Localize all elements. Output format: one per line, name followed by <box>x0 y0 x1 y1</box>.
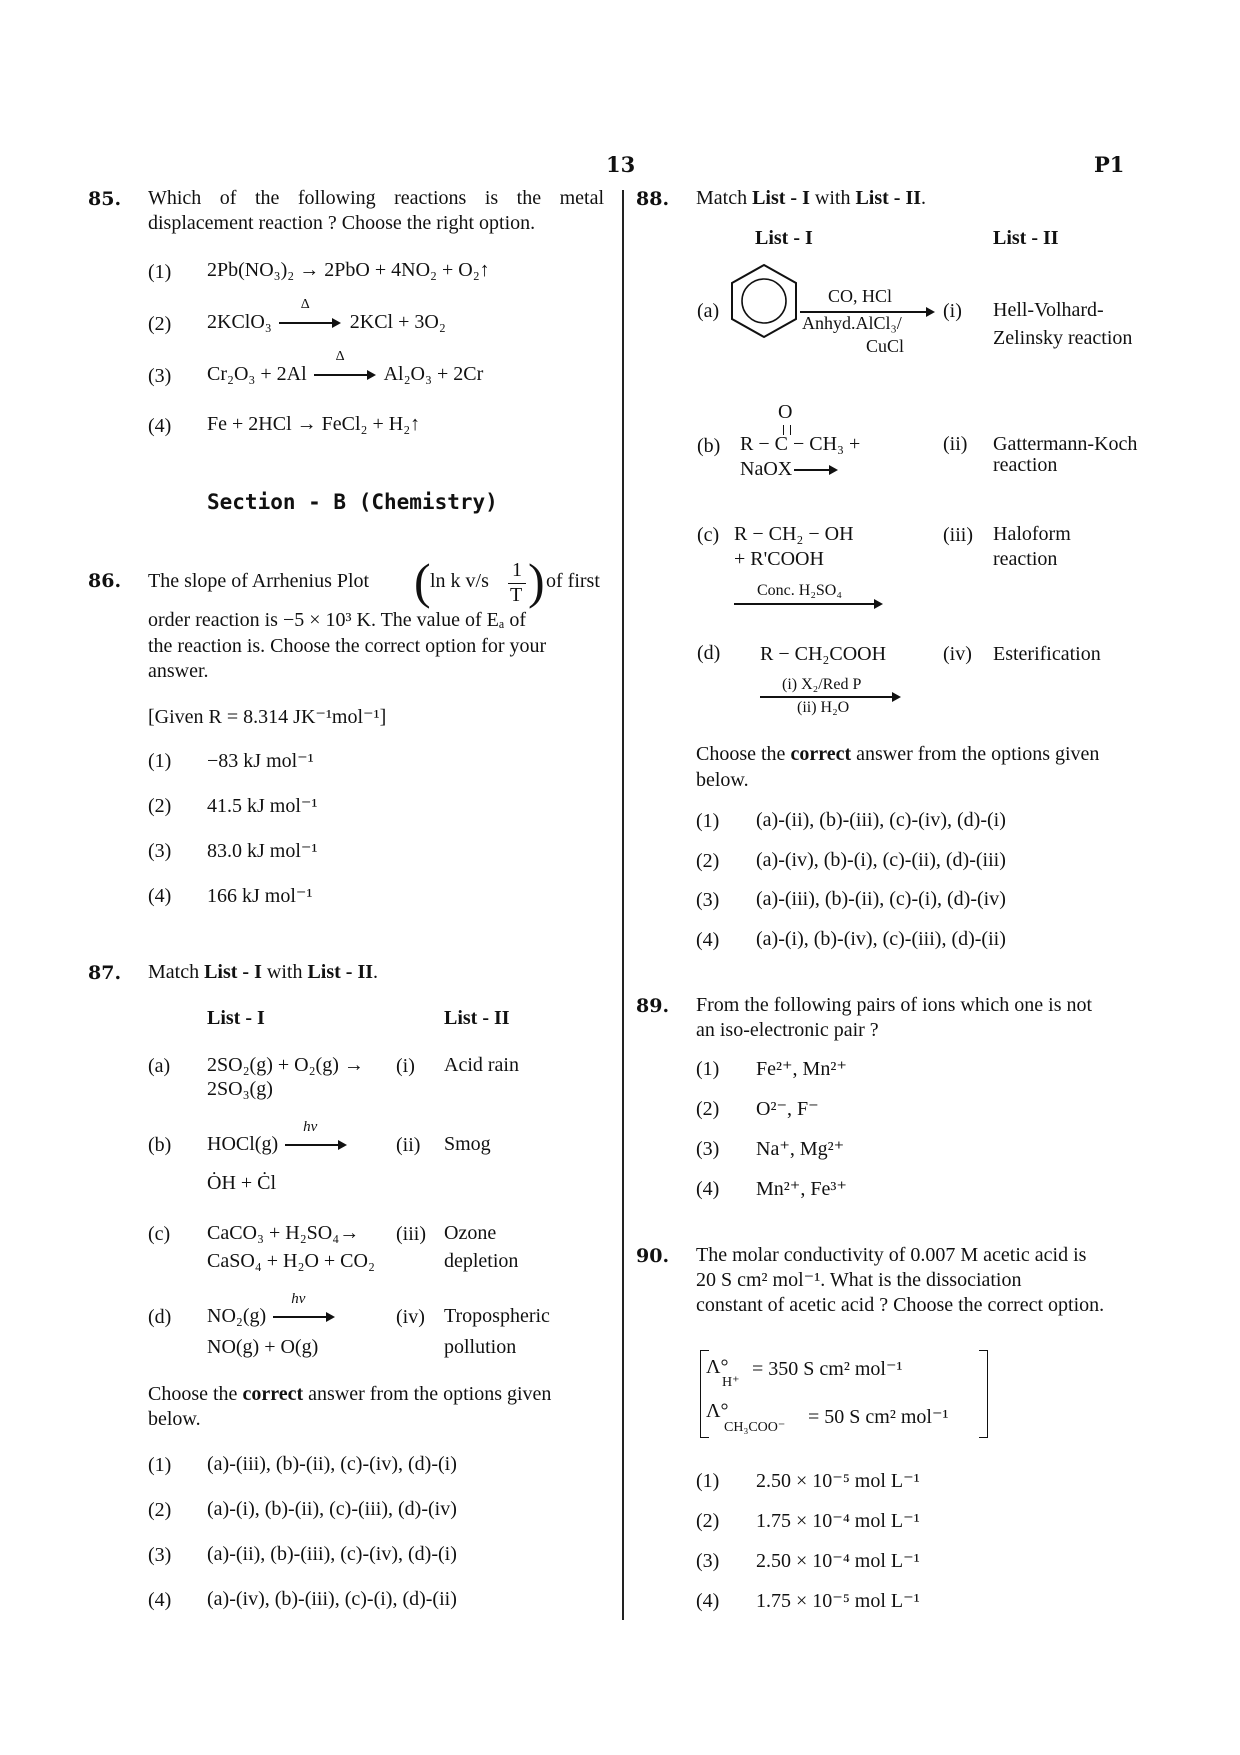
delta-label: Δ <box>300 297 310 312</box>
row-right-value: Smog <box>444 1133 491 1155</box>
text-part: . <box>373 961 379 983</box>
instruction-text <box>696 742 1156 767</box>
row-right-value: Tropospheric <box>444 1305 550 1327</box>
option-label: (3) <box>148 1544 172 1566</box>
row-left-2: ȮH + Ċl <box>207 1172 277 1194</box>
reaction-condition-bottom: Anhyd.AlCl₃/ <box>802 313 902 333</box>
row-right-value: Hell-Volhard- <box>993 299 1104 321</box>
option-value: (a)-(iv), (b)-(iii), (c)-(i), (d)-(ii) <box>207 1588 457 1610</box>
list-ref: List - II <box>307 961 374 983</box>
reaction-condition-top: (i) X₂/Red P <box>782 676 862 693</box>
row-key: (d) <box>148 1306 172 1328</box>
option-label: (3) <box>148 840 172 862</box>
given-data: [Given R = 8.314 JK⁻¹mol⁻¹] <box>148 706 387 728</box>
section-title: Section - B (Chemistry) <box>207 490 498 514</box>
option-label: (4) <box>696 1590 720 1612</box>
delta-label: Δ <box>335 349 345 364</box>
row-right-value-2: pollution <box>444 1336 517 1358</box>
question-number: 88. <box>636 188 670 210</box>
row-right-value-2: Zelinsky reaction <box>993 327 1133 349</box>
carbonyl-oxygen: O <box>778 401 793 423</box>
question-number: 85. <box>88 188 122 210</box>
option-value: Mn²⁺, Fe³⁺ <box>756 1178 847 1200</box>
option-value: 83.0 kJ mol⁻¹ <box>207 840 318 862</box>
given-symbol: Λ° <box>706 1400 729 1422</box>
list-header: List - II <box>444 1007 510 1029</box>
option-label: (4) <box>696 929 720 951</box>
option-value: (a)-(iii), (b)-(ii), (c)-(iv), (d)-(i) <box>207 1453 457 1475</box>
option-label: (4) <box>148 1589 172 1611</box>
question-text: From the following pairs of ions which one is not <box>696 994 1093 1016</box>
reagent: NaOX <box>740 458 793 480</box>
row-right-key: (iv) <box>943 643 972 665</box>
option-value: 1.75 × 10⁻⁴ mol L⁻¹ <box>756 1510 920 1532</box>
reactant: Cr₂O₃ + 2Al <box>207 363 307 385</box>
option-value: 2.50 × 10⁻⁵ mol L⁻¹ <box>756 1470 920 1492</box>
option-label: (2) <box>696 850 720 872</box>
emphasis: correct <box>790 743 852 765</box>
option-value: 1.75 × 10⁻⁵ mol L⁻¹ <box>756 1590 920 1612</box>
row-left-1: R − CH₂COOH <box>760 643 887 665</box>
reaction-arrow <box>794 469 836 471</box>
option-value: Fe²⁺, Mn²⁺ <box>756 1058 847 1080</box>
question-number: 86. <box>88 570 122 592</box>
given-value: = 350 S cm² mol⁻¹ <box>752 1358 903 1380</box>
row-right-value: Ozone <box>444 1222 497 1244</box>
option-label: (1) <box>696 1058 720 1080</box>
row-left-1: R − C − CH₃ + <box>740 433 861 455</box>
question-text <box>696 186 926 211</box>
text-part: Choose the <box>148 1383 238 1405</box>
question-text: the reaction is. Choose the correct option for your <box>148 635 547 657</box>
row-left-2: + R'COOH <box>734 548 824 570</box>
row-right-value-2: reaction <box>993 454 1058 476</box>
option-label: (3) <box>696 1550 720 1572</box>
question-text: The molar conductivity of 0.007 M acetic acid is <box>696 1244 1087 1266</box>
hv-label: hν <box>303 1119 318 1135</box>
question-text: order reaction is −5 × 10³ K. The value of Eₐ of <box>148 609 526 631</box>
option-label: (1) <box>148 750 172 772</box>
option-label: (2) <box>148 1499 172 1521</box>
option-label: (4) <box>696 1178 720 1200</box>
row-key: (d) <box>697 642 721 664</box>
row-left-1: R − CH₂ − OH <box>734 523 854 545</box>
reactant: HOCl(g) <box>207 1133 279 1155</box>
paren-close: ) <box>528 553 545 609</box>
row-right-key: (i) <box>396 1055 415 1077</box>
option-label: (1) <box>148 1454 172 1476</box>
option-label: (3) <box>148 365 172 387</box>
row-right-value: Acid rain <box>444 1054 519 1076</box>
paper-code: P1 <box>1094 152 1125 177</box>
arrow-head-icon <box>892 692 901 702</box>
paren-open: ( <box>414 553 431 609</box>
option-value: Na⁺, Mg²⁺ <box>756 1138 845 1160</box>
reaction-arrow <box>273 1316 333 1318</box>
text-part: answer from the options given <box>308 1383 552 1405</box>
row-right-value: Esterification <box>993 643 1101 665</box>
option-label: (2) <box>696 1510 720 1532</box>
option-value: −83 kJ mol⁻¹ <box>207 750 314 772</box>
row-left-1: 2SO₂(g) + O₂(g) → <box>207 1054 364 1076</box>
row-right-value: Gattermann-Koch <box>993 433 1138 455</box>
text-part: Match <box>696 187 748 209</box>
given-subscript: CH₃COO⁻ <box>724 1420 786 1435</box>
option-value: 2.50 × 10⁻⁴ mol L⁻¹ <box>756 1550 920 1572</box>
product: Al₂O₃ + 2Cr <box>383 363 484 385</box>
row-right-value-2: depletion <box>444 1250 519 1272</box>
row-key: (b) <box>697 435 721 457</box>
text-part: Match <box>148 961 200 983</box>
row-key: (b) <box>148 1134 172 1156</box>
row-key: (a) <box>148 1055 171 1077</box>
option-label: (2) <box>696 1098 720 1120</box>
option-label: (3) <box>696 889 720 911</box>
question-number: 87. <box>88 962 122 984</box>
option-value: 166 kJ mol⁻¹ <box>207 885 313 907</box>
list-header: List - I <box>207 1007 265 1029</box>
arrow-head-icon <box>926 307 935 317</box>
page-number: 13 <box>606 152 636 177</box>
question-text: answer. <box>148 660 209 682</box>
option-label: (1) <box>148 261 172 283</box>
row-right-key: (ii) <box>396 1134 421 1156</box>
fraction-denominator: T <box>510 584 523 606</box>
row-right-key: (iv) <box>396 1306 425 1328</box>
row-left-1: CaCO₃ + H₂SO₄→ <box>207 1222 360 1244</box>
arrow-head-icon <box>874 599 883 609</box>
text-part: of first <box>546 570 600 592</box>
text-part: The slope of Arrhenius Plot <box>148 570 370 592</box>
row-left-2 <box>740 458 838 481</box>
column-divider <box>622 190 624 1620</box>
given-symbol: Λ° <box>706 1356 729 1378</box>
row-right-value: Haloform <box>993 523 1071 545</box>
list-header: List - I <box>755 227 813 249</box>
option-value: Fe + 2HCl → FeCl₂ + H₂↑ <box>207 413 421 435</box>
reactant: NO₂(g) <box>207 1305 267 1327</box>
option-value: O²⁻, F⁻ <box>756 1098 819 1120</box>
row-right-key: (ii) <box>943 433 968 455</box>
instruction-text: below. <box>696 769 749 791</box>
row-right-value-2: reaction <box>993 548 1058 570</box>
reaction-arrow <box>279 322 339 324</box>
row-right-key: (i) <box>943 300 962 322</box>
benzene-ring-icon <box>728 262 800 340</box>
question-number: 90. <box>636 1245 670 1267</box>
option-label: (2) <box>148 795 172 817</box>
list-ref: List - I <box>752 187 810 209</box>
option-label: (1) <box>696 1470 720 1492</box>
reaction-condition-bottom: (ii) H₂O <box>797 699 850 716</box>
fraction-numerator: 1 <box>512 559 522 581</box>
row-left-1 <box>207 1291 337 1328</box>
instruction-text: below. <box>148 1408 201 1430</box>
hv-label: hν <box>291 1291 306 1307</box>
reaction-arrow <box>760 696 894 698</box>
text-part: ln k v/s <box>430 570 489 592</box>
option-value <box>207 297 446 334</box>
reaction-condition-bottom: CuCl <box>866 336 905 356</box>
option-value: (a)-(i), (b)-(iv), (c)-(iii), (d)-(ii) <box>756 928 1006 950</box>
option-label: (3) <box>696 1138 720 1160</box>
text-part: Choose the <box>696 743 786 765</box>
text-part: answer from the options given <box>856 743 1100 765</box>
row-left-1 <box>207 1119 349 1156</box>
option-value <box>207 349 484 386</box>
given-value: = 50 S cm² mol⁻¹ <box>808 1406 949 1428</box>
option-label: (1) <box>696 810 720 832</box>
question-text: constant of acetic acid ? Choose the correct option. <box>696 1294 1105 1316</box>
instruction-text <box>148 1382 608 1407</box>
product: 2KCl + 3O₂ <box>349 311 446 333</box>
row-left-2: CaSO₄ + H₂O + CO₂ <box>207 1250 375 1272</box>
reaction-condition-top: CO, HCl <box>828 286 893 306</box>
option-label: (4) <box>148 415 172 437</box>
reaction-arrow <box>734 603 876 605</box>
option-value: (a)-(ii), (b)-(iii), (c)-(iv), (d)-(i) <box>756 809 1006 831</box>
row-key: (a) <box>697 300 720 322</box>
text-part: . <box>921 187 927 209</box>
given-subscript: H⁺ <box>722 1375 740 1390</box>
option-value: (a)-(iv), (b)-(i), (c)-(ii), (d)-(iii) <box>756 849 1006 871</box>
question-text <box>148 960 378 985</box>
row-key: (c) <box>697 524 720 546</box>
reactant: 2KClO₃ <box>207 311 272 333</box>
question-text: an iso-electronic pair ? <box>696 1019 879 1041</box>
row-right-key: (iii) <box>943 524 973 546</box>
text-part: with <box>814 187 851 209</box>
reaction-arrow <box>285 1144 345 1146</box>
row-left-2: NO(g) + O(g) <box>207 1336 319 1358</box>
option-label: (2) <box>148 313 172 335</box>
row-right-key: (iii) <box>396 1223 426 1245</box>
option-value: (a)-(iii), (b)-(ii), (c)-(i), (d)-(iv) <box>756 888 1006 910</box>
reaction-arrow <box>314 374 374 376</box>
list-header: List - II <box>993 227 1059 249</box>
list-ref: List - II <box>855 187 922 209</box>
question-text <box>148 552 608 612</box>
emphasis: correct <box>242 1383 304 1405</box>
question-text: Which of the following reactions is the metal displacement reaction ? Choose the right option. <box>148 187 604 234</box>
list-ref: List - I <box>204 961 262 983</box>
option-value: 2Pb(NO₃)₂ → 2PbO + 4NO₂ + O₂↑ <box>207 259 490 281</box>
option-label: (4) <box>148 885 172 907</box>
row-left-2: 2SO₃(g) <box>207 1078 273 1100</box>
text-part: with <box>266 961 303 983</box>
option-value: 41.5 kJ mol⁻¹ <box>207 795 318 817</box>
reaction-condition: Conc. H₂SO₄ <box>757 582 842 599</box>
row-key: (c) <box>148 1223 171 1245</box>
question-text: 20 S cm² mol⁻¹. What is the dissociation <box>696 1269 1022 1291</box>
option-value: (a)-(ii), (b)-(iii), (c)-(iv), (d)-(i) <box>207 1543 457 1565</box>
question-number: 89. <box>636 995 670 1017</box>
option-value: (a)-(i), (b)-(ii), (c)-(iii), (d)-(iv) <box>207 1498 457 1520</box>
